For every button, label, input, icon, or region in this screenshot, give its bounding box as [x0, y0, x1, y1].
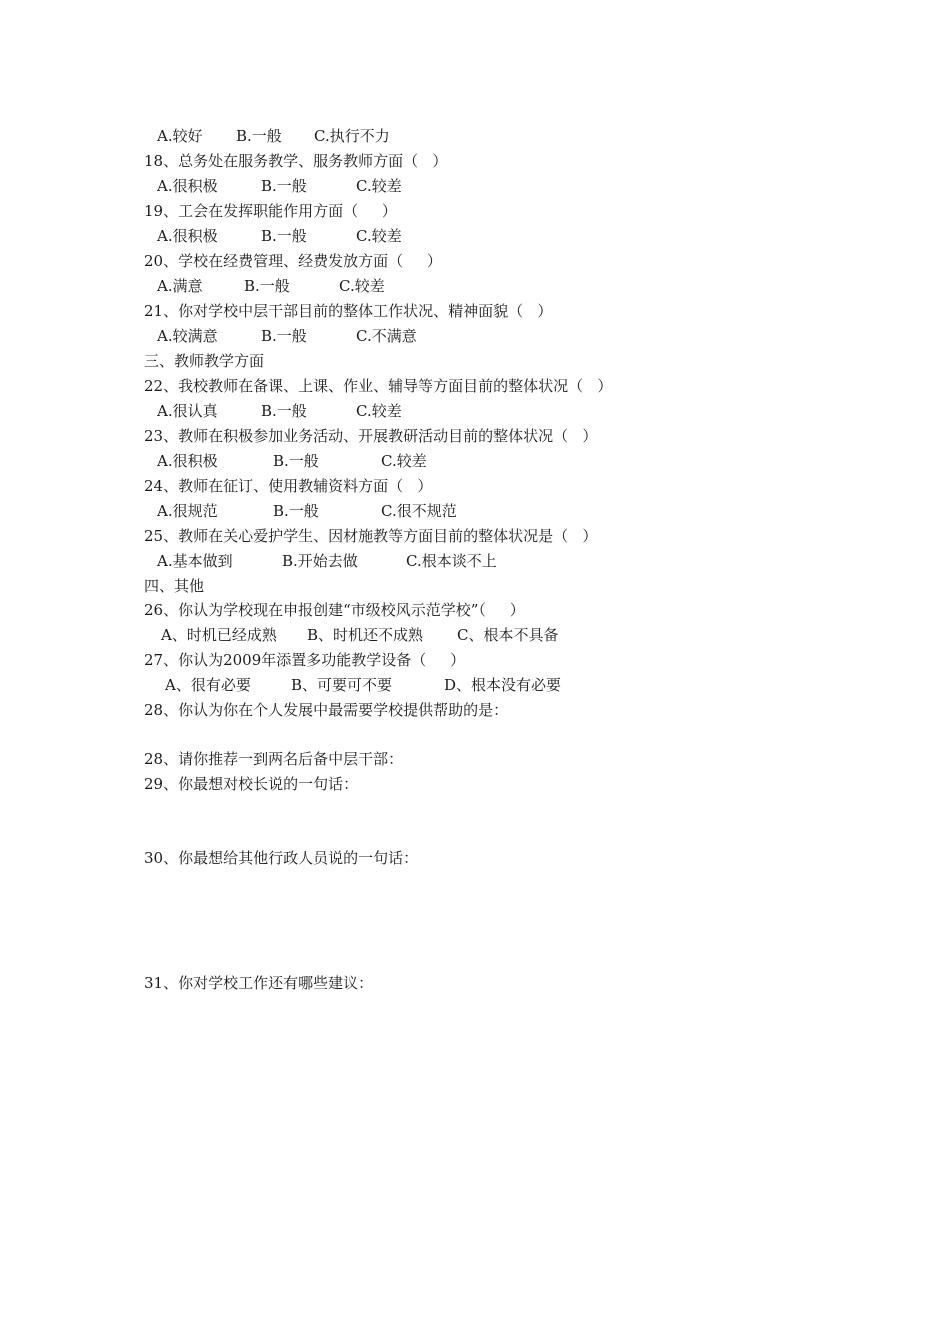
option-c: C.执行不力: [314, 127, 390, 145]
question-text: 26、你认为学校现在申报创建“市级校风示范学校”（ ）: [144, 601, 525, 619]
option-b: B.一般: [261, 177, 307, 195]
option-b: B.一般: [261, 402, 307, 420]
option-b: B、可要可不要: [291, 676, 393, 694]
option-c: C.较差: [381, 452, 427, 470]
option-b: B、时机还不成熟: [307, 626, 424, 644]
option-c: C.不满意: [356, 327, 417, 345]
section-heading: 三、教师教学方面: [144, 352, 265, 370]
question-text: 20、学校在经费管理、经费发放方面（ ）: [144, 252, 442, 270]
option-a: A.很积极: [157, 227, 218, 245]
option-c: C.较差: [356, 227, 402, 245]
option-a: A.较满意: [157, 327, 218, 345]
option-a: A.基本做到: [157, 552, 233, 570]
question-text: 24、教师在征订、使用教辅资料方面（ ）: [144, 477, 433, 495]
option-b: B.一般: [273, 502, 319, 520]
option-a: A、时机已经成熟: [161, 626, 277, 644]
option-b: B.一般: [261, 327, 307, 345]
option-a: A.满意: [157, 277, 203, 295]
option-c: D、根本没有必要: [444, 676, 562, 694]
option-c: C.较差: [356, 177, 402, 195]
option-a: A、很有必要: [165, 676, 251, 694]
section-heading: 四、其他: [144, 577, 205, 595]
option-a: A.很规范: [157, 502, 218, 520]
question-text: 27、你认为2009年添置多功能教学设备（ ）: [144, 651, 466, 669]
option-a: A.很认真: [157, 402, 218, 420]
option-a: A.较好: [157, 127, 203, 145]
option-c: C.较差: [339, 277, 385, 295]
option-b: B.一般: [261, 227, 307, 245]
question-text: 28、你认为你在个人发展中最需要学校提供帮助的是：: [144, 701, 509, 719]
option-c: C、根本不具备: [457, 626, 559, 644]
question-text: 29、你最想对校长说的一句话：: [144, 775, 359, 793]
question-text: 28、请你推荐一到两名后备中层干部：: [144, 750, 404, 768]
question-text: 25、教师在关心爱护学生、因材施教等方面目前的整体状况是（ ）: [144, 527, 598, 545]
option-a: A.很积极: [157, 177, 218, 195]
question-text: 22、我校教师在备课、上课、作业、辅导等方面目前的整体状况（ ）: [144, 377, 613, 395]
question-text: 23、教师在积极参加业务活动、开展教研活动目前的整体状况（ ）: [144, 427, 598, 445]
question-text: 21、你对学校中层干部目前的整体工作状况、精神面貌（ ）: [144, 302, 553, 320]
question-text: 31、你对学校工作还有哪些建议：: [144, 974, 374, 992]
option-b: B.一般: [244, 277, 290, 295]
question-text: 18、总务处在服务教学、服务教师方面（ ）: [144, 152, 448, 170]
option-b: B.一般: [236, 127, 282, 145]
option-c: C.很不规范: [381, 502, 457, 520]
option-c: C.根本谈不上: [406, 552, 497, 570]
option-c: C.较差: [356, 402, 402, 420]
option-b: B.一般: [273, 452, 319, 470]
question-text: 30、你最想给其他行政人员说的一句话：: [144, 849, 419, 867]
option-a: A.很积极: [157, 452, 218, 470]
question-text: 19、工会在发挥职能作用方面（ ）: [144, 202, 397, 220]
option-b: B.开始去做: [282, 552, 358, 570]
